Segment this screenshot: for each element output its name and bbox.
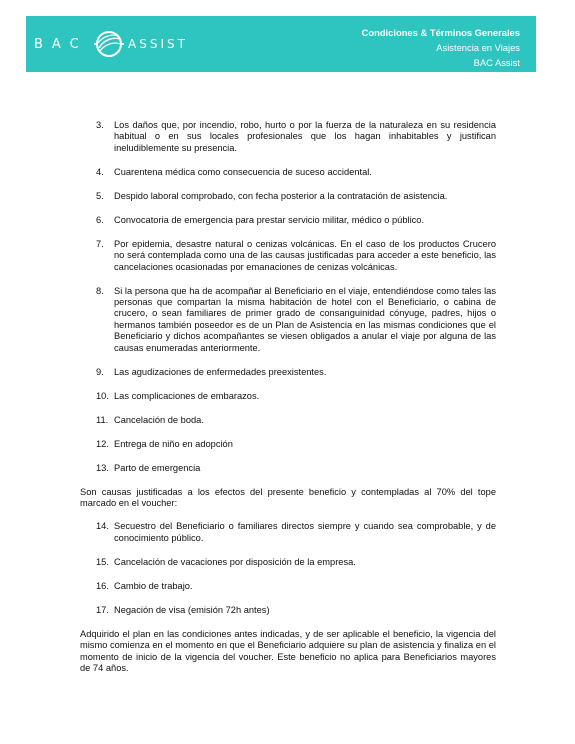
numbered-list-a xyxy=(80,120,496,474)
list-item-number: 14. xyxy=(96,521,109,532)
document-body xyxy=(80,120,496,687)
list-item-number: 16. xyxy=(96,580,109,591)
header-line-3: BAC Assist xyxy=(473,57,520,68)
list-item xyxy=(80,120,496,154)
list-item-number: 11. xyxy=(96,414,109,425)
list-item-number: 5. xyxy=(96,190,104,201)
list-item-number: 6. xyxy=(96,214,104,225)
list-item-text: Convocatoria de emergencia para prestar servicio militar, médico o público. xyxy=(114,214,425,225)
page-header xyxy=(26,16,536,72)
list-item-number: 17. xyxy=(96,604,109,615)
list-item-text: Cancelación de boda. xyxy=(114,414,204,425)
paragraph-vigencia: Adquirido el plan en las condiciones antes indicadas, y de ser aplicable el beneficio, la vigencia del mismo comienza en el momento en que el Beneficiario adquiere su plan de asistencia y finaliza en el momento de inicio de la vigencia del voucher. Este beneficio no aplica para Beneficiarios mayores de 74 años. xyxy=(80,628,496,674)
list-item xyxy=(80,167,496,178)
list-item-number: 7. xyxy=(96,238,104,249)
list-item-number: 8. xyxy=(96,285,104,296)
list-item-text: Parto de emergencia xyxy=(114,462,201,473)
numbered-list-b xyxy=(80,521,496,616)
paragraph-70-percent: Son causas justificadas a los efectos del presente beneficio y contempladas al 70% del tope marcado en el voucher: xyxy=(80,486,496,509)
header-info xyxy=(362,25,520,70)
list-item-number: 10. xyxy=(96,390,109,401)
logo-assist-text: ASSIST xyxy=(128,37,188,51)
list-item-text: Cuarentena médica como consecuencia de suceso accidental. xyxy=(114,166,372,177)
list-item-text: Negación de visa (emisión 72h antes) xyxy=(114,604,270,615)
list-item xyxy=(80,215,496,226)
list-item xyxy=(80,415,496,426)
list-item-text: Si la persona que ha de acompañar al Beneficiario en el viaje, entendiéndose como tales las personas que compartan la misma habitación de hotel con el Beneficiario, o cabina de crucero, o sean familiares de primer grado de consanguinidad cónyuge, padres, hijos o hermanos también poseedor es de un Plan de Asistencia en las mismas condiciones que el Beneficiario y dichos acompañantes se viesen obligados a anular el viaje por alguna de las causas enumeradas anteriormente. xyxy=(114,285,496,353)
list-item xyxy=(80,286,496,354)
bac-assist-logo xyxy=(34,28,244,60)
list-item xyxy=(80,367,496,378)
list-item xyxy=(80,581,496,592)
list-item xyxy=(80,191,496,202)
list-item-text: Las complicaciones de embarazos. xyxy=(114,390,260,401)
list-item-number: 4. xyxy=(96,166,104,177)
list-item-number: 9. xyxy=(96,366,104,377)
list-item xyxy=(80,439,496,450)
list-item xyxy=(80,463,496,474)
header-line-2: Asistencia en Viajes xyxy=(436,42,520,53)
header-line-1: Condiciones & Términos Generales xyxy=(361,27,520,38)
list-item xyxy=(80,557,496,568)
logo-bac-text: BAC xyxy=(34,36,88,52)
list-item-text: Despido laboral comprobado, con fecha posterior a la contratación de asistencia. xyxy=(114,190,448,201)
list-item-text: Por epidemia, desastre natural o cenizas volcánicas. En el caso de los productos Crucero no será contemplada como una de las causas justificadas para acceder a este beneficio, las cancelaciones ocasionadas por emanaciones de cenizas volcánicas. xyxy=(114,238,496,272)
list-item xyxy=(80,239,496,273)
list-item-number: 12. xyxy=(96,438,109,449)
list-item-number: 15. xyxy=(96,556,109,567)
list-item-text: Cancelación de vacaciones por disposición de la empresa. xyxy=(114,556,356,567)
list-item-number: 3. xyxy=(96,120,104,130)
globe-icon xyxy=(94,29,124,59)
list-item-text: Cambio de trabajo. xyxy=(114,580,193,591)
list-item-number: 13. xyxy=(96,462,109,473)
list-item-text: Las agudizaciones de enfermedades preexistentes. xyxy=(114,366,327,377)
list-item xyxy=(80,391,496,402)
list-item-text: Entrega de niño en adopción xyxy=(114,438,233,449)
list-item xyxy=(80,605,496,616)
list-item xyxy=(80,521,496,544)
list-item-text: Los daños que, por incendio, robo, hurto o por la fuerza de la naturaleza en su residencia habitual o en sus locales profesionales que los hagan inhabitables y justifican ineludiblemente su presencia. xyxy=(114,120,496,153)
list-item-text: Secuestro del Beneficiario o familiares directos siempre y cuando sea comprobable, y de conocimiento público. xyxy=(114,521,496,543)
